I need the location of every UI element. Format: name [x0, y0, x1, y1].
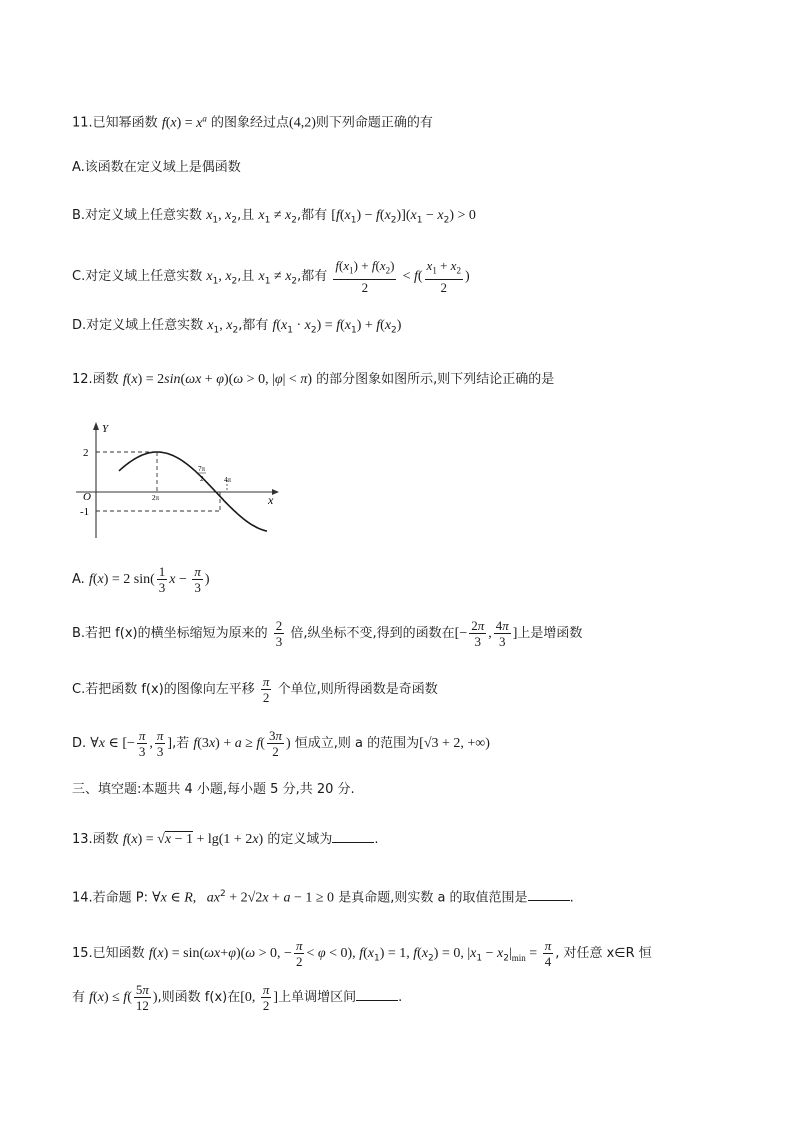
q11-option-d: D.对定义域上任意实数 $x_1$, $x_2$,都有 $f(x_1 \cdot x_2) = f(x_1) + f(x_2)$: [72, 318, 402, 336]
fraction: $\frac{\pi}{2}$: [262, 982, 270, 1013]
q12-option-d: D. ∀x ∈ [− $\frac{\pi}{3}$ , $\frac{\pi}{3}$ ],若 f(3x) + a ≥ f( $\frac{3\pi}{2}$ ) 恒成立,则 a 的范围为[√3 + 2, +∞): [72, 728, 490, 759]
fraction: $\frac{f(x_1) + f(x_2)}{2}$: [335, 258, 395, 295]
q15-stem-line2: 有 f(x) ≤ f( $\frac{5\pi}{12}$ ),则函数 f(x)在[0, $\frac{\pi}{2}$ ]上单调增区间 .: [72, 982, 403, 1013]
q12-option-a: A. f(x) = 2 sin( $\frac{1}{3}$ x − $\frac{\pi}{3}$ ): [72, 564, 210, 595]
sine-graph: [74, 420, 284, 545]
fraction: $\frac{\pi}{2}$: [262, 674, 270, 705]
x-tick-7pi-den: 2: [200, 475, 204, 483]
q11-stem: 11.已知幂函数 $f(x) = x^a$ 的图象经过点(4,2)则下列命题正确的有: [72, 113, 433, 131]
fraction: $\frac{2}{3}$: [275, 618, 283, 649]
answer-blank[interactable]: [528, 888, 570, 901]
fraction: $\frac{\pi}{4}$: [544, 938, 552, 969]
x-tick-7pi-num: 7π: [198, 465, 206, 473]
q13-stem: 13.函数 f(x) = √x − 1 + lg(1 + 2x) 的定义域为 .: [72, 832, 379, 847]
origin-label: O: [83, 491, 91, 503]
fraction: $\frac{\pi}{3}$: [156, 728, 164, 759]
x-tick-4pi: 4π: [224, 476, 232, 484]
y-tick-minus1: -1: [80, 506, 90, 518]
q12-option-b: B.若把 f(x)的横坐标缩短为原来的 $\frac{2}{3}$ 倍,纵坐标不变,得到的函数在[− $\frac{2\pi}{3}$ , $\frac{4\pi}{3}$ ]上是增函数: [72, 618, 583, 649]
q11-option-a: A.该函数在定义域上是偶函数: [72, 160, 241, 175]
q12-stem: 12.函数 f(x) = 2sin(ωx + φ)(ω > 0, |φ| < π) 的部分图象如图所示,则下列结论正确的是: [72, 372, 555, 387]
section-heading: 三、填空题:本题共 4 小题,每小题 5 分,共 20 分.: [72, 782, 355, 797]
answer-blank[interactable]: [356, 988, 398, 1001]
q11-formula: f: [161, 115, 166, 131]
fraction: $\frac{3\pi}{2}$: [268, 728, 282, 759]
y-axis-arrow: [93, 422, 99, 430]
x-axis-label: x: [268, 493, 274, 507]
fraction: $\frac{x_1 + x_2}{2}$: [426, 258, 461, 295]
fraction: $\frac{2\pi}{3}$: [471, 618, 485, 649]
q14-stem: 14.若命题 P: ∀x ∈ R, $ax^2 + 2√2x + a - 1 \ge 0$ 是真命题,则实数 a 的取值范围是 .: [72, 889, 574, 906]
q12-option-c: C.若把函数 f(x)的图像向左平移 $\frac{\pi}{2}$ 个单位,则所得函数是奇函数: [72, 674, 438, 705]
y-tick-2: 2: [83, 447, 89, 459]
fraction: $\frac{\pi}{3}$: [138, 728, 146, 759]
x-tick-2pi: 2π: [152, 494, 160, 502]
y-axis-label: Y: [102, 423, 109, 435]
fraction: $\frac{1}{3}$: [158, 564, 166, 595]
fraction: $\frac{\pi}{2}$: [295, 938, 303, 969]
q11-option-c: C.对定义域上任意实数 $x_1$, $x_2$,且 $x_1 \ne x_2$,都有 $\frac{f(x_1) + f(x_2)}{2}$ < f( $\frac{x_1 + x_2}{2}$ ): [72, 258, 470, 295]
q11-option-b: B.对定义域上任意实数 $x_1$, $x_2$,且 $x_1 \ne x_2$,都有 $[f(x_1) - f(x_2)](x_1 - x_2) > 0$: [72, 208, 476, 226]
fraction: $\frac{5\pi}{12}$: [135, 982, 149, 1013]
q15-stem-line1: 15.已知函数 f(x) = sin(ωx+φ)(ω > 0, − $\frac{\pi}{2}$ < φ < 0), $f(x_1) = 1$, $f(x_2) = 0$, $|x_1 - x_2|_{min}$ = $\frac{\pi}{4}$ , 对任意 x∈R 恒: [72, 938, 652, 969]
fraction: $\frac{4\pi}{3}$: [495, 618, 509, 649]
answer-blank[interactable]: [332, 830, 374, 843]
fraction: $\frac{\pi}{3}$: [194, 564, 201, 595]
